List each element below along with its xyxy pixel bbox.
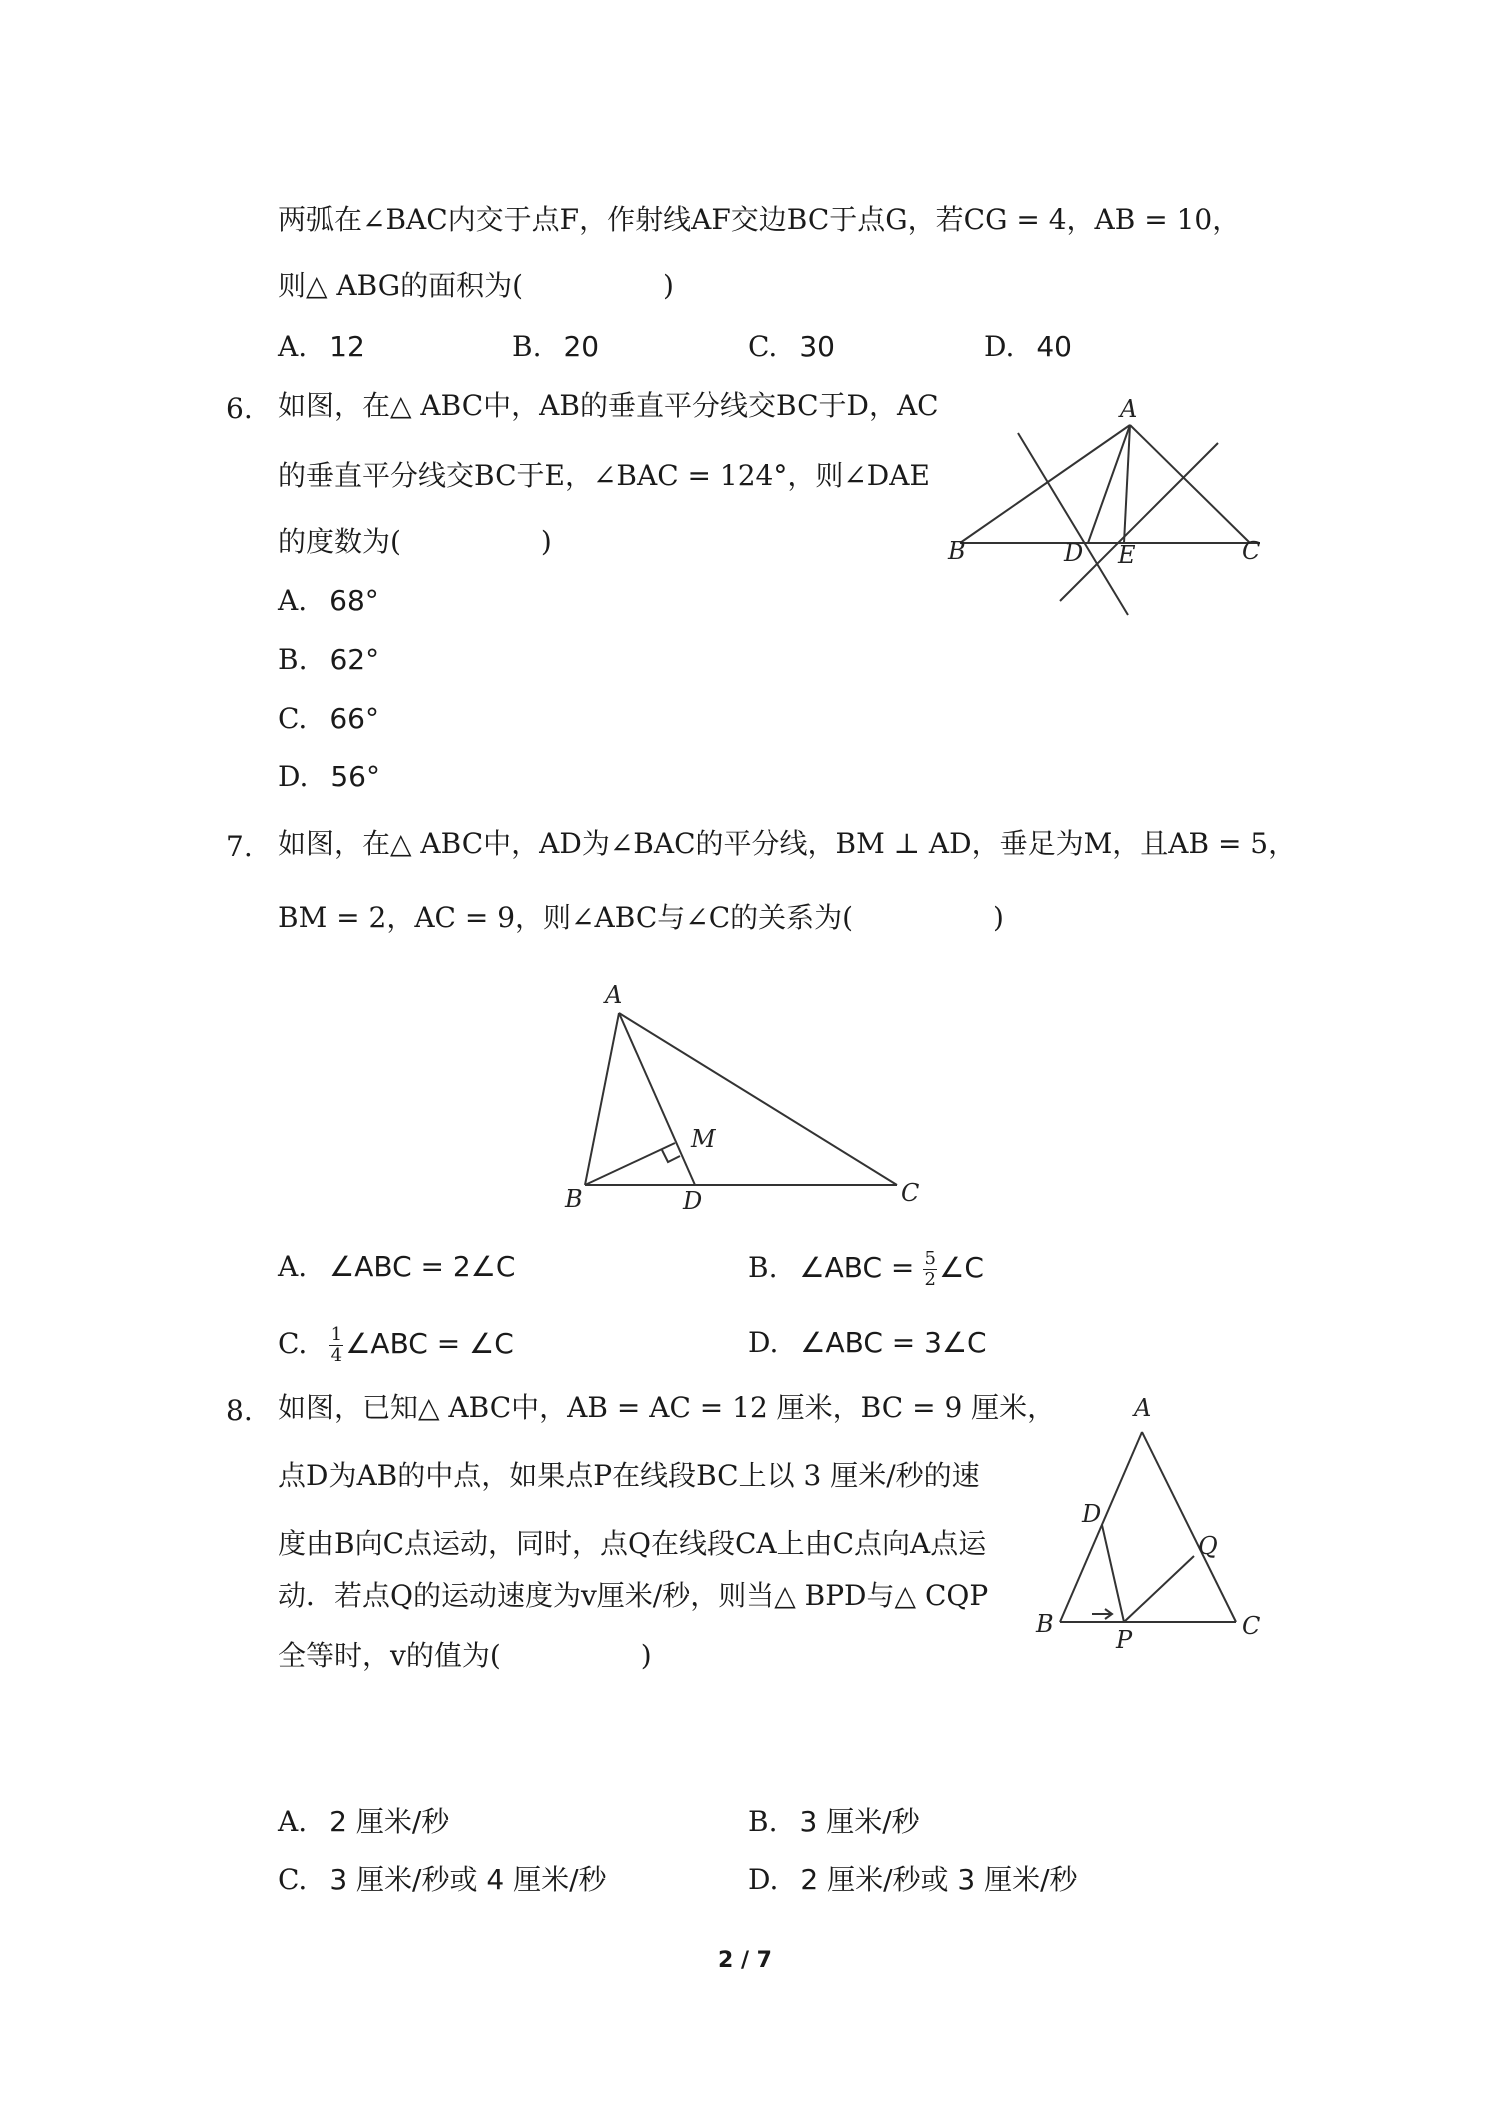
q8-label-c: C bbox=[1242, 1612, 1261, 1640]
q7-figure bbox=[555, 975, 955, 1219]
q7-label-d: D bbox=[683, 1187, 703, 1215]
q7-option-a[interactable]: A. ∠ABC = 2∠C bbox=[278, 1250, 516, 1283]
q8-text-line4: 动．若点Q的运动速度为v厘米/秒，则当△ BPD与△ CQP bbox=[278, 1579, 989, 1612]
q5-option-d[interactable]: D. 40 bbox=[984, 330, 1072, 363]
q7-label-b: B bbox=[565, 1185, 583, 1213]
q8-label-d: D bbox=[1082, 1500, 1102, 1528]
q5-option-b[interactable]: B. 20 bbox=[512, 330, 600, 363]
q8-text-line2: 点D为AB的中点，如果点P在线段BC上以 3 厘米/秒的速 bbox=[278, 1459, 980, 1492]
q8-option-d[interactable]: D. 2 厘米/秒或 3 厘米/秒 bbox=[748, 1863, 1078, 1896]
q8-option-b[interactable]: B. 3 厘米/秒 bbox=[748, 1805, 920, 1838]
q7-option-b-fraction: $\frac{5}{2}$ bbox=[924, 1248, 936, 1290]
q7-option-b[interactable]: B. ∠ABC = $\frac{5}{2}$ ∠C bbox=[748, 1248, 984, 1290]
q6-text-line2: 的垂直平分线交BC于E，∠BAC = 124°，则∠DAE bbox=[278, 459, 930, 492]
page-number: 2 / 7 bbox=[718, 1948, 772, 1973]
q8-label-b: B bbox=[1036, 1610, 1054, 1638]
q8-label-a: A bbox=[1134, 1394, 1152, 1422]
q6-label-a: A bbox=[1120, 395, 1138, 423]
q8-text-line5: 全等时，v的值为( ) bbox=[278, 1639, 652, 1672]
q5-text-line2: 则△ ABG的面积为( ) bbox=[278, 269, 674, 302]
q6-label-b: B bbox=[948, 537, 966, 565]
q7-option-c-fraction: $\frac{1}{4}$ bbox=[330, 1324, 343, 1366]
q5-option-a[interactable]: A. 12 bbox=[278, 330, 365, 363]
q7-text-line1: 如图，在△ ABC中，AD为∠BAC的平分线，BM ⊥ AD，垂足为M，且AB = 5， bbox=[278, 827, 1297, 860]
q8-label-p: P bbox=[1116, 1626, 1133, 1654]
q6-option-c[interactable]: C. 66° bbox=[278, 702, 379, 735]
q7-label-a: A bbox=[605, 981, 623, 1009]
q8-label-q: Q bbox=[1198, 1532, 1218, 1560]
q5-option-c[interactable]: C. 30 bbox=[748, 330, 835, 363]
q8-number: 8. bbox=[226, 1394, 253, 1427]
q7-number: 7. bbox=[226, 830, 253, 863]
q7-option-d[interactable]: D. ∠ABC = 3∠C bbox=[748, 1326, 987, 1359]
q6-number: 6. bbox=[226, 392, 253, 425]
q6-option-b[interactable]: B. 62° bbox=[278, 643, 380, 676]
q8-figure bbox=[1030, 1390, 1270, 1664]
q7-label-c: C bbox=[901, 1179, 920, 1207]
q8-option-a[interactable]: A. 2 厘米/秒 bbox=[278, 1805, 450, 1838]
q8-option-c[interactable]: C. 3 厘米/秒或 4 厘米/秒 bbox=[278, 1863, 607, 1896]
q6-label-c: C bbox=[1242, 537, 1261, 565]
q6-label-e: E bbox=[1118, 541, 1136, 569]
q8-text-line1: 如图，已知△ ABC中，AB = AC = 12 厘米，BC = 9 厘米， bbox=[278, 1391, 1056, 1424]
q6-text-line3: 的度数为( ) bbox=[278, 525, 552, 558]
q7-label-m: M bbox=[691, 1125, 716, 1153]
q5-text-line1: 两弧在∠BAC内交于点F，作射线AF交边BC于点G，若CG = 4，AB = 10， bbox=[278, 203, 1241, 236]
q6-option-a[interactable]: A. 68° bbox=[278, 584, 379, 617]
q6-option-d[interactable]: D. 56° bbox=[278, 760, 380, 793]
q6-figure bbox=[940, 395, 1270, 629]
q6-label-d: D bbox=[1064, 539, 1084, 567]
q7-option-c[interactable]: C. $\frac{1}{4}$ ∠ABC = ∠C bbox=[278, 1324, 514, 1366]
q6-text-line1: 如图，在△ ABC中，AB的垂直平分线交BC于D，AC bbox=[278, 389, 939, 422]
q7-text-line2: BM = 2，AC = 9，则∠ABC与∠C的关系为( ) bbox=[278, 901, 1004, 934]
q8-text-line3: 度由B向C点运动，同时，点Q在线段CA上由C点向A点运 bbox=[278, 1527, 987, 1560]
